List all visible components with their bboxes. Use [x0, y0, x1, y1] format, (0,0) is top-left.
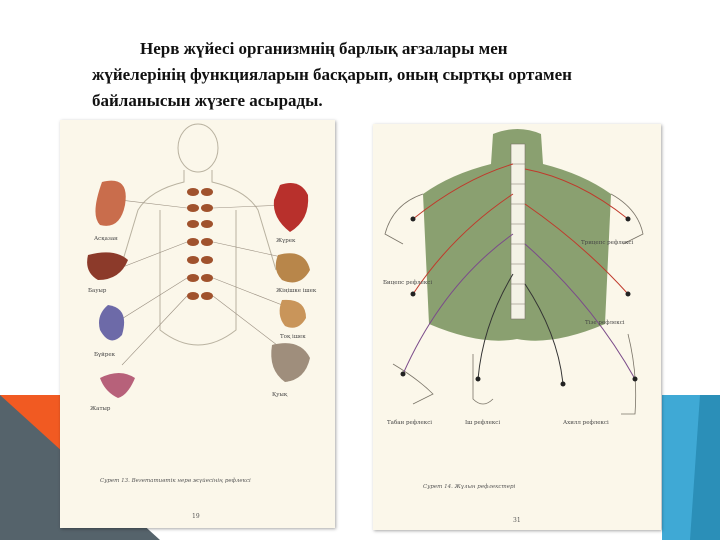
organ-label: Тоқ ішек: [280, 334, 306, 340]
reflex-label: Тізе рефлексі: [585, 320, 625, 326]
spinal-reflexes-illustration: [373, 124, 661, 530]
heart-organ: [274, 183, 308, 232]
organ-label: Бүйрек: [94, 352, 116, 358]
organ-label: Жіңішке ішек: [276, 288, 317, 294]
reflex-label: Іш рефлексі: [465, 420, 501, 426]
body-outline: [120, 124, 276, 345]
liver-organ: [87, 252, 128, 280]
slide-heading: [92, 36, 692, 114]
heading-line-1: Нерв жүйесі организмнің барлық ағзалары мен: [140, 39, 508, 58]
organ-label: Жүрек: [276, 238, 296, 244]
intestine-organ: [276, 253, 310, 282]
stomach-organ: [95, 181, 125, 226]
kidney-organ: [99, 305, 124, 340]
autonomic-nervous-system-illustration: [60, 120, 335, 528]
uterus-organ: [100, 373, 135, 398]
organ-label: Қуық: [272, 392, 288, 398]
organ-label: Бауыр: [88, 288, 107, 294]
reflex-label: Трицепс рефлексі: [581, 240, 634, 246]
spinal-ganglia: [187, 188, 213, 300]
heading-line-3: байланысын жүзеге асырады.: [92, 91, 323, 110]
page-number: 31: [513, 517, 521, 524]
reflex-label: Ахилл рефлексі: [563, 420, 609, 426]
page-number: 19: [192, 513, 200, 520]
organ-label: Жатыр: [90, 406, 111, 412]
bladder-organ: [271, 343, 310, 382]
figure-caption: Сурет 13. Вегетативтік нерв жүйесінің рефлексі: [100, 478, 251, 484]
heading-line-2: жүйелерінің функцияларын басқарып, оның сыртқы ортамен: [92, 65, 572, 84]
organ-label: Асқазан: [94, 236, 118, 242]
reflex-label: Табан рефлексі: [387, 420, 433, 426]
figure-caption: Сурет 14. Жұлын рефлекстері: [423, 484, 516, 490]
reflex-label: Бицепс рефлексі: [383, 280, 433, 286]
colon-organ: [280, 300, 306, 328]
spinal-column: [511, 144, 525, 319]
